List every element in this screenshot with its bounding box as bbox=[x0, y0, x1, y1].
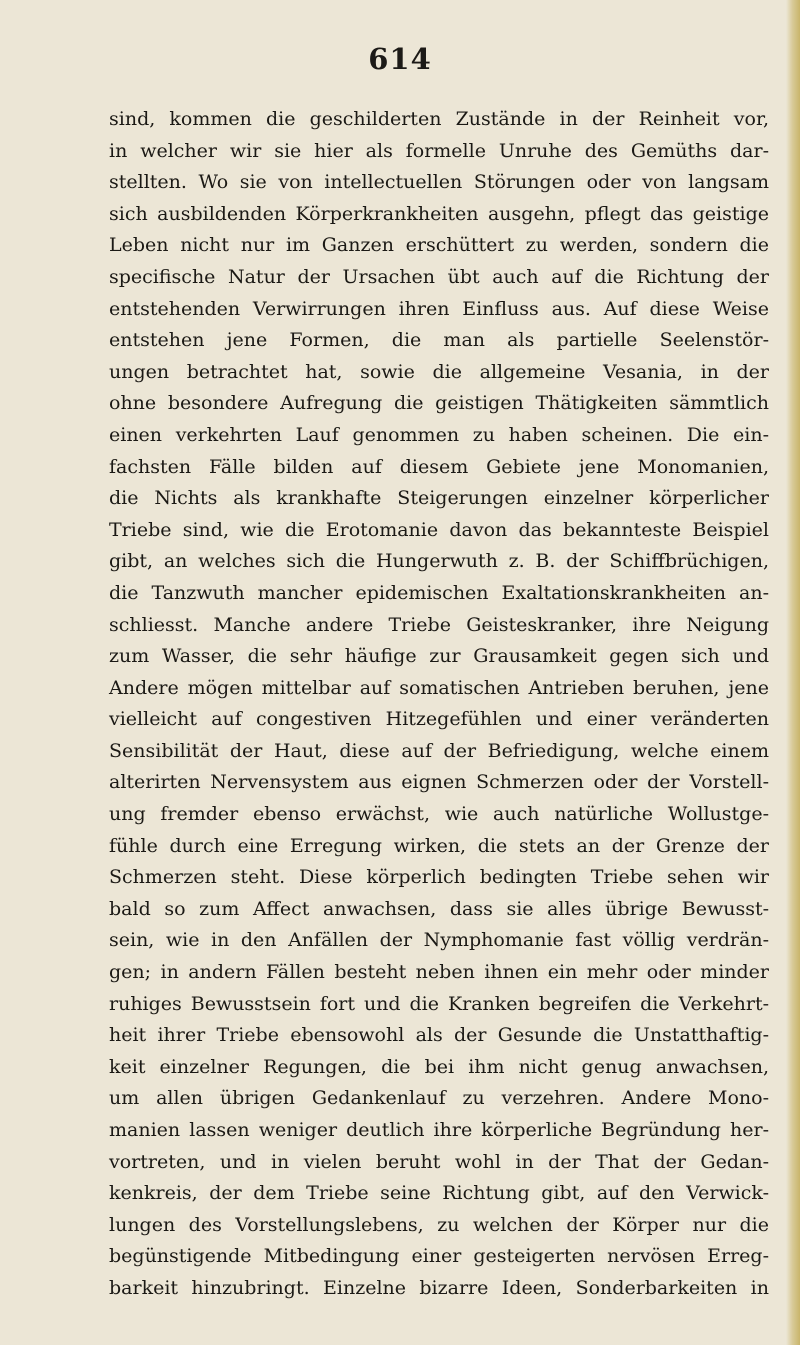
text-line: fühle durch eine Erregung wirken, die stets an der Grenze der bbox=[109, 834, 769, 857]
text-line: gen; in andern Fällen besteht neben ihnen ein mehr oder minder bbox=[109, 961, 769, 984]
text-line: fachsten Fälle bilden auf diesem Gebiete jene Monomanien, bbox=[109, 455, 769, 478]
text-line: ungen betrachtet hat, sowie die allgemeine Vesania, in der bbox=[109, 360, 769, 383]
text-line: Andere mögen mittelbar auf somatischen Antrieben beruhen, jene bbox=[109, 676, 769, 699]
text-line: ung fremder ebenso erwächst, wie auch natürliche Wollustge- bbox=[109, 803, 769, 826]
text-line: kenkreis, der dem Triebe seine Richtung gibt, auf den Verwick- bbox=[109, 1182, 769, 1205]
text-line: alterirten Nervensystem aus eignen Schmerzen oder der Vorstell- bbox=[109, 771, 769, 794]
text-line: Triebe sind, wie die Erotomanie davon das bekannteste Beispiel bbox=[109, 518, 769, 541]
text-line: barkeit hinzubringt. Einzelne bizarre Ideen, Sonderbarkeiten in bbox=[109, 1276, 769, 1299]
text-line: stellten. Wo sie von intellectuellen Störungen oder von langsam bbox=[109, 171, 769, 194]
text-line: Schmerzen steht. Diese körperlich bedingten Triebe sehen wir bbox=[109, 866, 769, 889]
text-line: sich ausbildenden Körperkrankheiten ausgehn, pflegt das geistige bbox=[109, 202, 769, 225]
text-line: gibt, an welches sich die Hungerwuth z. B. der Schiffbrüchigen, bbox=[109, 550, 769, 573]
text-line: zum Wasser, die sehr häufige zur Grausamkeit gegen sich und bbox=[109, 645, 769, 668]
text-line: sein, wie in den Anfällen der Nymphomanie fast völlig verdrän- bbox=[109, 929, 769, 952]
text-line: heit ihrer Triebe ebensowohl als der Gesunde die Unstatthaftig- bbox=[109, 1024, 769, 1047]
page-number: 614 bbox=[368, 42, 432, 76]
text-line: Sensibilität der Haut, diese auf der Befriedigung, welche einem bbox=[109, 739, 769, 762]
text-line: schliesst. Manche andere Triebe Geisteskranker, ihre Neigung bbox=[109, 613, 769, 636]
text-line: einen verkehrten Lauf genommen zu haben scheinen. Die ein- bbox=[109, 423, 769, 446]
text-line: specifische Natur der Ursachen übt auch auf die Richtung der bbox=[109, 265, 769, 288]
text-line: entstehen jene Formen, die man als partielle Seelenstör- bbox=[109, 329, 769, 352]
text-line: entstehenden Verwirrungen ihren Einfluss aus. Auf diese Weise bbox=[109, 297, 769, 320]
body-text bbox=[109, 104, 769, 1305]
text-line: begünstigende Mitbedingung einer gesteigerten nervösen Erreg- bbox=[109, 1245, 769, 1268]
page-edge bbox=[786, 0, 800, 1345]
text-line: in welcher wir sie hier als formelle Unruhe des Gemüths dar- bbox=[109, 139, 769, 162]
text-line: die Tanzwuth mancher epidemischen Exaltationskrankheiten an- bbox=[109, 581, 769, 604]
text-line: ohne besondere Aufregung die geistigen Thätigkeiten sämmtlich bbox=[109, 392, 769, 415]
text-line: vortreten, und in vielen beruht wohl in der That der Gedan- bbox=[109, 1150, 769, 1173]
text-line: keit einzelner Regungen, die bei ihm nicht genug anwachsen, bbox=[109, 1055, 769, 1078]
text-line: ruhiges Bewusstsein fort und die Kranken begreifen die Verkehrt- bbox=[109, 992, 769, 1015]
text-line: lungen des Vorstellungslebens, zu welchen der Körper nur die bbox=[109, 1213, 769, 1236]
text-line: um allen übrigen Gedankenlauf zu verzehren. Andere Mono- bbox=[109, 1087, 769, 1110]
text-line: vielleicht auf congestiven Hitzegefühlen und einer veränderten bbox=[109, 708, 769, 731]
text-line: manien lassen weniger deutlich ihre körperliche Begründung her- bbox=[109, 1119, 769, 1141]
text-line: Leben nicht nur im Ganzen erschüttert zu werden, sondern die bbox=[109, 234, 769, 257]
text-line: bald so zum Affect anwachsen, dass sie alles übrige Bewusst- bbox=[109, 897, 769, 920]
text-line: sind, kommen die geschilderten Zustände in der Reinheit vor, bbox=[109, 108, 769, 130]
text-line: die Nichts als krankhafte Steigerungen einzelner körperlicher bbox=[109, 487, 769, 510]
